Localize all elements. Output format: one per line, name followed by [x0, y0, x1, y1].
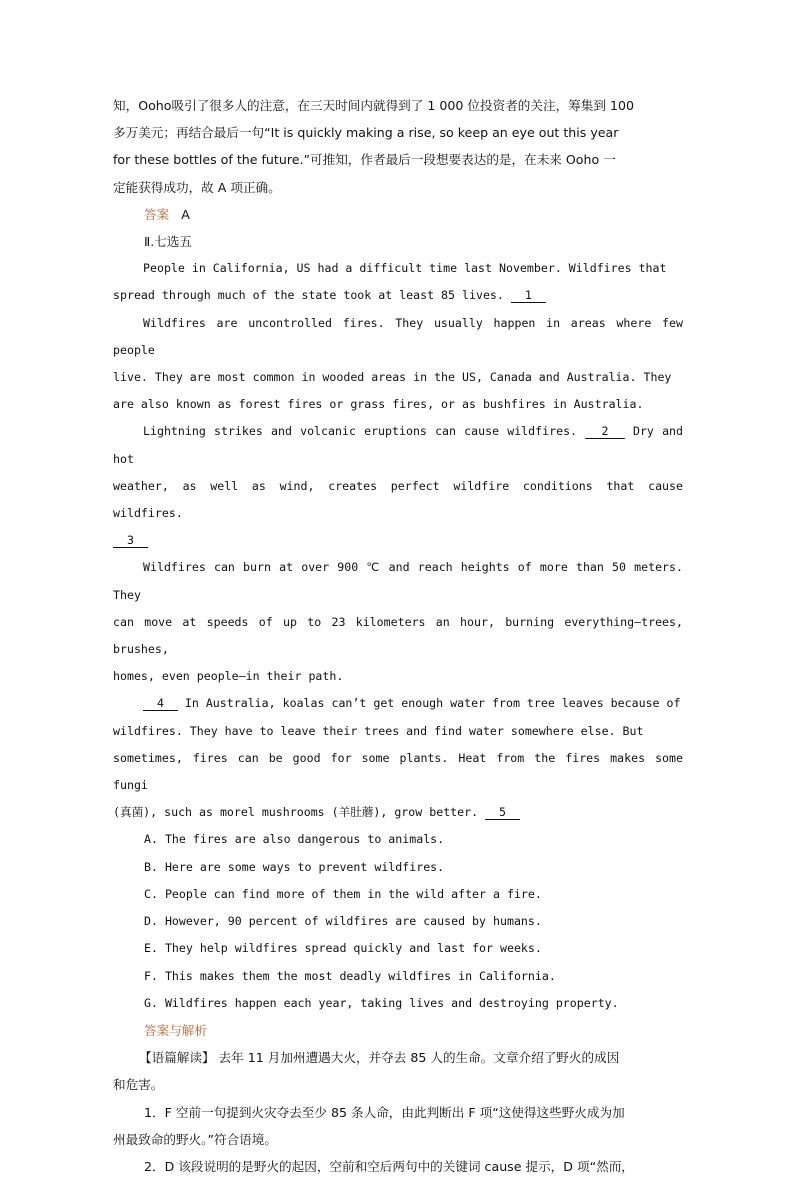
passage-text: In Australia, koalas can’t get enough water from tree leaves because of: [177, 696, 681, 711]
passage-text: spread through much of the state took at least 85 lives.: [113, 288, 511, 303]
prev-line-2: 多万美元；再结合最后一句“It is quickly making a rise, so keep an eye out this year: [113, 125, 619, 141]
passage-line: [113, 799, 683, 826]
passage-line: sometimes, fires can be good for some plants. Heat from the fires makes some fungi: [113, 750, 683, 793]
option-a: A. The fires are also dangerous to animals.: [144, 832, 445, 847]
analysis-item-2: 2．D 该段说明的是野火的起因，空前和空后两句中的关键词 cause 提示，D 项“然而，: [144, 1158, 634, 1174]
passage-text: Dry and hot: [113, 424, 684, 466]
blank-5: 5: [485, 805, 520, 820]
passage-line: Wildfires can burn at over 900 ℃ and reach heights of more than 50 meters. They: [113, 560, 683, 602]
passage-line: weather, as well as wind, creates perfect wildfire conditions that cause wildfires.: [113, 478, 683, 521]
analysis-item-1: 1．F 空前一句提到火灾夺去至少 85 条人命，由此判断出 F 项“这使得这些野火成为加: [144, 1104, 625, 1120]
passage-line: People in California, US had a difficult time last November. Wildfires that: [143, 261, 667, 276]
answer-value: A: [181, 206, 190, 222]
document-page: [113, 92, 683, 1180]
blank-1: 1: [510, 288, 546, 303]
option-b: B. Here are some ways to prevent wildfires.: [144, 859, 445, 874]
prev-line-1: 知，Ooho吸引了很多人的注意，在三天时间内就得到了 1 000 位投资者的关注，筹集到 100: [113, 98, 634, 113]
passage-line: [113, 418, 683, 472]
analysis-text: 去年 11 月加州遭遇大火，并夺去 85 人的生命。文章介绍了野火的成因: [214, 1050, 620, 1066]
passage-line: [113, 690, 683, 717]
analysis-title: 答案与解析: [144, 1022, 207, 1038]
answer-label: 答案: [144, 206, 170, 222]
option-c: C. People can find more of them in the wild after a fire.: [144, 886, 542, 901]
analysis-item-1-cont: 州最致命的野火。”符合语境。: [113, 1131, 277, 1147]
blank-4: 4: [143, 696, 178, 711]
passage-line: live. They are most common in wooded areas in the US, Canada and Australia. They: [113, 370, 672, 385]
prev-line-4: 定能获得成功，故 A 项正确。: [113, 179, 281, 195]
passage-line: [113, 527, 683, 554]
passage-line: wildfires. They have to leave their trees and find water somewhere else. But: [113, 723, 644, 738]
analysis-tag: 【语篇解读】: [139, 1050, 215, 1066]
blank-2: 2: [585, 424, 625, 439]
section-title: Ⅱ.七选五: [144, 234, 192, 250]
prev-line-3: for these bottles of the future.”可推知，作者最后一段想要表达的是，在未来 Ooho 一: [113, 152, 616, 168]
passage-line: can move at speeds of up to 23 kilometers an hour, burning everything—trees, brushes,: [113, 614, 683, 657]
analysis-summary: [113, 1044, 683, 1071]
analysis-summary-cont: 和危害。: [113, 1077, 164, 1093]
passage-line: [113, 282, 683, 309]
option-e: E. They help wildfires spread quickly and last for weeks.: [144, 941, 542, 956]
option-d: D. However, 90 percent of wildfires are caused by humans.: [144, 914, 542, 929]
passage-line: homes, even people—in their path.: [113, 669, 344, 684]
blank-3: 3: [113, 533, 148, 548]
passage-text: (真菌), such as morel mushrooms (羊肚蘑), grow better.: [113, 805, 486, 820]
option-f: F. This makes them the most deadly wildfires in California.: [144, 968, 556, 983]
answer-row: [113, 201, 683, 228]
passage-line: are also known as forest fires or grass fires, or as bushfires in Australia.: [113, 397, 644, 412]
option-g: G. Wildfires happen each year, taking lives and destroying property.: [144, 995, 619, 1010]
passage-text: Lightning strikes and volcanic eruptions can cause wildfires.: [143, 424, 586, 439]
passage-line: Wildfires are uncontrolled fires. They usually happen in areas where few people: [113, 315, 683, 357]
